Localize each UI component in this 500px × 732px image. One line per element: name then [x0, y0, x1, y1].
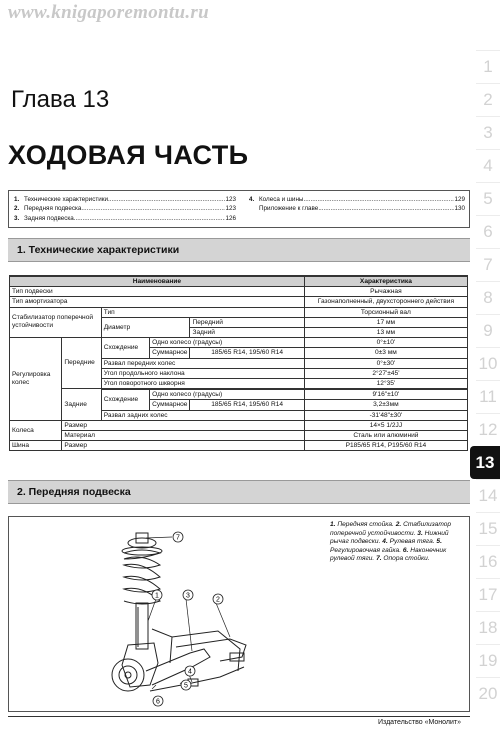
table-row: Угол поворотного шкворня 12°35' — [10, 379, 468, 389]
contents-item[interactable]: Приложение к главе ..... 130 — [249, 204, 465, 213]
callout-7 — [173, 532, 183, 542]
table-header-row — [10, 276, 468, 287]
contents-item[interactable]: 3. Задняя подвеска ..... 126 — [14, 214, 236, 223]
chapter-tab[interactable]: 18 — [476, 611, 500, 644]
callout-6 — [153, 696, 163, 706]
chapter-tab-active[interactable]: 13 — [470, 446, 500, 479]
figure-caption: 1. Передняя стойка. 2. Стабилизатор поперечной устойчивости. 3. Нижний рычаг подвески. 4. Рулевая тяга. 5. Регулировочная гайка. 6. Наконечник рулевой тяги. 7. Опора стойки. — [330, 521, 452, 562]
chapter-tab[interactable]: 10 — [476, 347, 500, 380]
callout-5 — [181, 680, 191, 690]
chapter-tab[interactable]: 4 — [476, 149, 500, 182]
table-row: Суммарное 185/65 R14, 195/60 R14 3,2±3мм — [10, 400, 468, 410]
chapter-label: Глава 13 — [11, 86, 110, 113]
callout-3 — [183, 590, 193, 600]
table-row: Развал передних колес 0°±30' — [10, 358, 468, 368]
contents-left-column — [14, 195, 236, 223]
site-watermark: www.knigaporemontu.ru — [8, 2, 209, 23]
chapter-tab[interactable]: 2 — [476, 83, 500, 116]
callout-label: 2 — [216, 596, 220, 604]
column-header-value: Характеристика — [304, 276, 467, 287]
publisher-credit: Издательство «Монолит» — [378, 719, 462, 726]
contents-item[interactable]: 2. Передняя подвеска ..... 123 — [14, 204, 236, 213]
specifications-table — [9, 275, 468, 451]
chapter-tab[interactable]: 20 — [476, 677, 500, 710]
table-row: Суммарное 185/65 R14, 195/60 R14 0±3 мм — [10, 348, 468, 358]
table-row: Тип подвески Рычажная — [10, 287, 468, 297]
callout-label: 4 — [188, 668, 192, 676]
callout-4 — [185, 666, 195, 676]
chapter-tab[interactable]: 8 — [476, 281, 500, 314]
chapter-tab[interactable]: 15 — [476, 512, 500, 545]
table-row: Задние — [10, 389, 468, 390]
chapter-tab[interactable]: 7 — [476, 248, 500, 281]
section-heading-front-suspension: 2. Передняя подвеска — [8, 480, 470, 504]
callout-label: 1 — [155, 592, 159, 600]
chapter-title: ХОДОВАЯ ЧАСТЬ — [8, 140, 249, 170]
chapter-tab[interactable]: 3 — [476, 116, 500, 149]
table-row: Регулировка колес Передние Схождение Одно колесо (градусы) 0°±10' — [10, 338, 468, 348]
section-heading-specs: 1. Технические характеристики — [8, 238, 470, 262]
callout-label: 7 — [176, 534, 180, 542]
table-row: Стабилизатор поперечной устойчивости Тип Торсионный вал — [10, 307, 468, 317]
column-header-name: Наименование — [10, 276, 305, 287]
table-row: Развал задних колес -31'48"±30' — [10, 410, 468, 420]
chapter-tab[interactable]: 11 — [476, 380, 500, 413]
contents-item[interactable]: 4. Колеса и шины ..... 129 — [249, 195, 465, 204]
callout-2 — [213, 594, 223, 604]
callout-1 — [152, 590, 162, 600]
callout-label: 6 — [156, 698, 160, 706]
chapter-tab[interactable]: 14 — [476, 479, 500, 512]
chapter-tab[interactable]: 17 — [476, 578, 500, 611]
table-row: Диаметр Передний 17 мм — [10, 317, 468, 327]
chapter-tab[interactable]: 9 — [476, 314, 500, 347]
contents-right-column — [249, 195, 465, 214]
chapter-tab[interactable]: 12 — [476, 413, 500, 446]
table-row: Тип амортизатора Газонаполненный, двухстороннего действия — [10, 297, 468, 307]
front-suspension-diagram — [80, 525, 255, 711]
table-row: Задний 13 мм — [10, 328, 468, 338]
chapter-contents — [8, 190, 470, 228]
callout-label: 5 — [184, 682, 188, 690]
table-row: Колеса Размер 14×5 1/2JJ — [10, 420, 468, 430]
table-row: Схождение Одно колесо (градусы) 9'16"±10' — [10, 390, 468, 400]
contents-item[interactable]: 1. Технические характеристики ..... 123 — [14, 195, 236, 204]
chapter-tab[interactable]: 16 — [476, 545, 500, 578]
table-row: Угол продольного наклона 2°27'±45' — [10, 368, 468, 378]
chapter-tab[interactable]: 19 — [476, 644, 500, 677]
table-row: Материал Сталь или алюминий — [10, 431, 468, 441]
footer-divider — [8, 716, 470, 717]
table-row: Шина Размер P185/65 R14, P195/60 R14 — [10, 441, 468, 451]
chapter-tab[interactable]: 5 — [476, 182, 500, 215]
chapter-tab[interactable]: 1 — [476, 50, 500, 83]
chapter-tab[interactable]: 6 — [476, 215, 500, 248]
callout-label: 3 — [186, 592, 190, 600]
